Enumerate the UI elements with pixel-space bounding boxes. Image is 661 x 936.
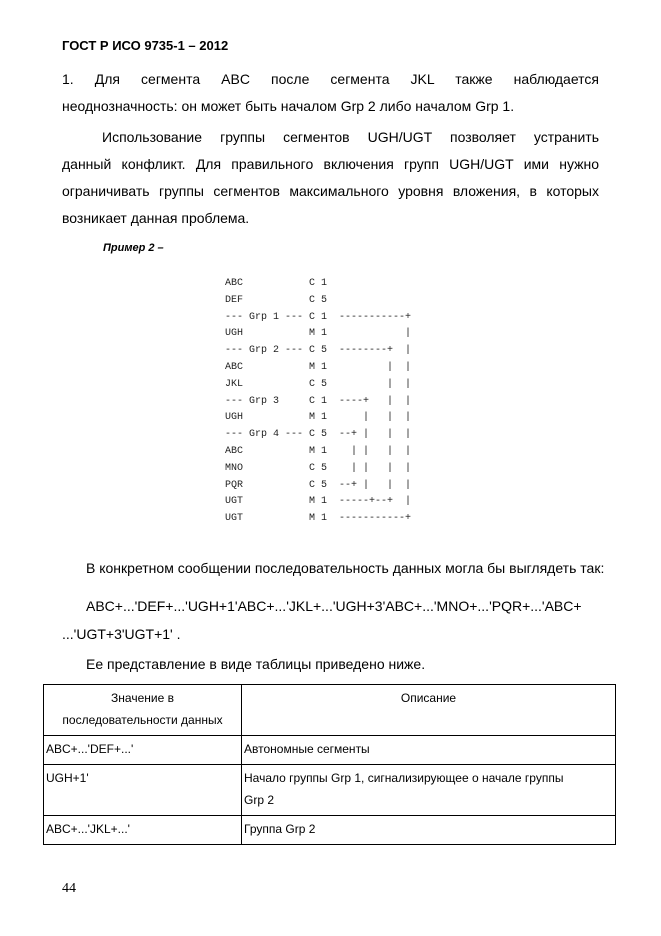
table-cell-description-line-1: Начало группы Grp 1, сигнализирующее о начале группы <box>244 771 564 785</box>
table-cell-description <box>242 816 616 845</box>
table-row <box>44 736 616 765</box>
paragraph-1-line-2: неоднозначность: он может быть началом Grp 2 либо началом Grp 1. <box>62 98 515 114</box>
paragraph-2 <box>62 124 599 232</box>
example-label: Пример 2 – <box>103 242 164 254</box>
table-cell-description-line-2: Grp 2 <box>244 793 275 807</box>
message-sequence-line-1: ABC+...'DEF+...'UGH+1'ABC+...'JKL+...'UGH+3'ABC+...'MNO+...'PQR+...'ABC+ <box>86 598 582 614</box>
table-cell-description <box>242 765 616 816</box>
paragraph-1-line-1: 1. Для сегмента ABC после сегмента JKL также наблюдается <box>62 71 599 87</box>
segment-group-diagram: ABC C 1 DEF C 5 --- Grp 1 --- C 1 -----------+ UGH M 1 | --- Grp 2 --- C 5 --------+ | ABC M 1 | | JKL C 5 | | --- Grp 3 C 1 ----+ | | UGH M 1 | | | --- Grp 4 --- C 5 --+ | | | ABC M 1 | | | | MNO C 5 | | | | PQR C 5 --+ | | | UGT M 1 -----+--+ | UGT M 1 -----------+ <box>225 278 412 525</box>
table-row <box>44 816 616 845</box>
table-row <box>44 765 616 816</box>
paragraph-2-line-1: Использование группы сегментов UGH/UGT позволяет устранить <box>102 129 599 145</box>
paragraph-2-line-2: данный конфликт. Для правильного включения групп UGH/UGT ими нужно <box>62 156 599 172</box>
table-cell-value: UGH+1' <box>44 765 242 816</box>
page-number: 44 <box>62 881 76 896</box>
table-cell-description-line-1: Группа Grp 2 <box>244 822 316 836</box>
message-sequence-line-2: ...'UGT+3'UGT+1' . <box>62 626 181 642</box>
table-cell-value: ABC+...'DEF+...' <box>44 736 242 765</box>
description-table <box>43 684 616 845</box>
paragraph-1 <box>62 66 599 120</box>
table-header-value <box>44 685 242 736</box>
table-header-row <box>44 685 616 736</box>
paragraph-2-line-3: ограничивать группы сегментов максимального уровня вложения, в которых <box>62 183 599 199</box>
table-header-description: Описание <box>242 685 616 736</box>
paragraph-2-line-4: возникает данная проблема. <box>62 210 250 226</box>
document-header: ГОСТ Р ИСО 9735-1 – 2012 <box>62 38 229 53</box>
table-header-value-line-2: последовательности данных <box>62 713 223 727</box>
message-intro-text: В конкретном сообщении последовательность данных могла бы выглядеть так: <box>86 560 605 576</box>
table-cell-value: ABC+...'JKL+...' <box>44 816 242 845</box>
table-header-value-line-1: Значение в <box>111 691 174 705</box>
table-cell-description-line-1: Автономные сегменты <box>244 742 370 756</box>
table-cell-description <box>242 736 616 765</box>
table-intro-text: Ее представление в виде таблицы приведено ниже. <box>86 656 426 672</box>
